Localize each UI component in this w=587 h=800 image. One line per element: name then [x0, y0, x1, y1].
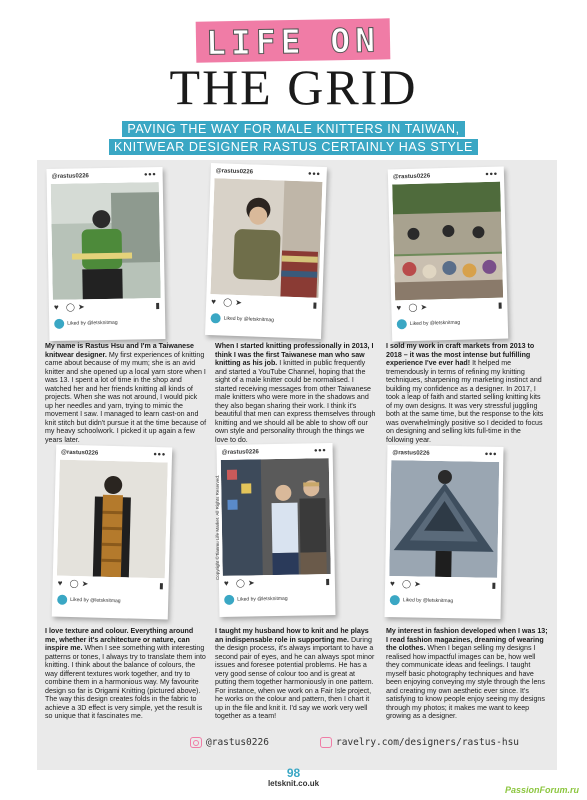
paragraph-5: [215, 627, 377, 721]
heart-icon[interactable]: ♥: [396, 303, 402, 313]
post-actions: [54, 301, 160, 313]
more-options-icon[interactable]: •••: [484, 448, 498, 459]
avatar: [397, 319, 407, 329]
paragraph-lead: I love texture and colour. Everything around me, whether it's architecture or nature, can inspire me.: [45, 627, 194, 652]
paragraph-body: It helped me tremendously in terms of refining my knitting techniques, sharpening my marketing instinct and building my confidence as a designer. In 2017, I took a leap of faith and started selling knitting kits of my own designs. It was very stressful juggling both at the same time, but the response to the kits was overwhelmingly positive so I decided to focus on designing and selling kits full-time in the following year.: [386, 359, 544, 444]
liked-by-text: Liked by @letsknitmag: [67, 319, 118, 327]
kicker-text: LIFE ON: [206, 20, 381, 63]
post-actions: [211, 297, 317, 311]
post-actions: [224, 577, 330, 589]
post-photo-craft-market: [392, 182, 503, 301]
paragraph-4: [45, 627, 207, 721]
paragraph-body: I knitted in public frequently and started a YouTube Channel, hoping that the sight of a male knitter could be normalised. I started receiving messages from other Taiwanese male knitters who were more in the shadows and they also began sharing their work. I think it's beautiful that men can express themselves through knitting and we should all be able to show off our own style and personality through the things we love to do.: [215, 359, 376, 444]
watermark: PassionForum.ru: [504, 785, 579, 795]
paragraph-lead: My name is Rastus Hsu and I'm a Taiwanese knitwear designer.: [45, 342, 194, 359]
instagram-post-1[interactable]: [47, 167, 166, 341]
site-url: letsknit.co.uk: [267, 779, 320, 788]
paragraph-body: During the design process, it's always important to have a second pair of eyes, and he can always spot minor issues and foresee potential problems. He has a very good sense of colour too and is great at putting them together harmoniously in one pattern. For instance, when we work on a Fair Isle project, he works on the colour and pattern, then I chart it up in the file and knit it. I'd say we work very well together as a team!: [215, 635, 375, 720]
heart-icon[interactable]: ♥: [223, 578, 229, 588]
paragraph-lead: My interest in fashion developed when I was 13; I read fashion magazines, dreaming of wearing the clothes.: [386, 627, 548, 652]
kicker-banner: [0, 20, 587, 61]
bookmark-icon[interactable]: ▮: [159, 581, 164, 591]
paragraph-lead: I sold my work in craft markets from 2013 to 2018 – it was the most intense but fulfilling experience I've ever had!: [386, 342, 535, 367]
ravelry-icon: [320, 737, 332, 748]
share-icon[interactable]: ➤: [247, 578, 255, 588]
heart-icon[interactable]: ♥: [390, 579, 395, 589]
post-handle[interactable]: @rastus0226: [215, 168, 254, 176]
more-options-icon[interactable]: •••: [314, 445, 327, 456]
post-handle[interactable]: @rastus0226: [221, 449, 259, 456]
paragraph-2: [215, 342, 377, 444]
liked-by: [390, 595, 454, 606]
liked-by-text: Liked by @letsknitmag: [402, 597, 454, 605]
post-photo-shawl: [389, 460, 499, 578]
bookmark-icon[interactable]: ▮: [491, 580, 497, 590]
standfirst-line-2: KNITWEAR DESIGNER RASTUS CERTAINLY HAS STYLE: [109, 139, 478, 155]
paragraph-body: My first experiences of knitting came about because of my mum; she is an avid knitter and she opened up a local yarn store when I was 13. I spent a lot of time in the shop and watched her and her friends knitting all kinds of projects. When she was not around, I would pick up her needles and yarn, trying to mimic the movement I saw. I managed to learn cast-on and knit stitch but didn't pursue it at the time because of my heavy schoolwork. I picked it up again a few years later.: [45, 350, 207, 444]
post-actions: [390, 579, 496, 591]
share-icon[interactable]: ➤: [81, 579, 89, 589]
liked-by-text: Liked by @letsknitmag: [237, 595, 288, 603]
avatar: [57, 595, 67, 605]
paragraph-1: [45, 342, 207, 444]
bookmark-icon[interactable]: ▮: [325, 577, 330, 587]
paragraph-lead: I taught my husband how to knit and he plays an indispensable role in supporting me.: [215, 627, 369, 644]
post-handle[interactable]: @rastus0226: [51, 173, 89, 180]
liked-by: [210, 313, 274, 325]
avatar: [224, 595, 234, 605]
post-handle[interactable]: @rastus0226: [60, 449, 99, 457]
instagram-post-2[interactable]: [205, 163, 327, 339]
share-icon[interactable]: ➤: [77, 302, 85, 312]
instagram-post-3[interactable]: [388, 167, 508, 342]
bookmark-icon[interactable]: ▮: [497, 300, 503, 310]
post-handle[interactable]: @rastus0226: [392, 450, 430, 457]
instagram-link[interactable]: [190, 737, 269, 748]
page-number: 98: [286, 766, 301, 780]
post-photo-knitting-green-sweater: [51, 182, 161, 300]
instagram-handle: @rastus0226: [206, 737, 269, 748]
liked-by: [54, 318, 118, 329]
standfirst: [0, 120, 587, 156]
post-photo-couple: [221, 458, 331, 576]
ravelry-url: ravelry.com/designers/rastus-hsu: [336, 737, 520, 748]
comment-icon[interactable]: ◯: [402, 579, 412, 589]
post-photo-origami-scarf: [57, 460, 168, 579]
comment-icon[interactable]: ◯: [65, 302, 75, 312]
instagram-post-6[interactable]: [385, 445, 504, 619]
more-options-icon[interactable]: •••: [485, 168, 499, 179]
post-actions: [57, 579, 163, 592]
avatar: [210, 313, 220, 323]
social-footer: [0, 737, 587, 753]
heart-icon[interactable]: ♥: [57, 578, 63, 588]
liked-by: [57, 595, 121, 607]
comment-icon[interactable]: ◯: [408, 302, 418, 313]
instagram-post-4[interactable]: [52, 445, 172, 620]
avatar: [390, 595, 400, 605]
paragraph-3: [386, 342, 548, 444]
avatar: [54, 319, 64, 329]
ravelry-link[interactable]: [320, 737, 519, 748]
paragraph-body: When I began selling my designs I realised how impactful images can be, how well they communicate ideas and feelings. I taught myself basic photography techniques and have been enjoying conveying my style through the lens and creating my own aesthetic ever since. It's satisfying to know people enjoy seeing my designs through my photos; it makes me want to keep growing as a designer.: [386, 644, 545, 720]
comment-icon[interactable]: ◯: [223, 297, 233, 307]
heart-icon[interactable]: ♥: [53, 302, 59, 312]
heart-icon[interactable]: ♥: [211, 297, 217, 307]
kicker-highlight: [196, 18, 391, 62]
post-handle[interactable]: @rastus0226: [392, 173, 431, 181]
comment-icon[interactable]: ◯: [69, 578, 79, 589]
liked-by-text: Liked by @letsknitmag: [70, 596, 121, 605]
more-options-icon[interactable]: •••: [153, 449, 167, 460]
comment-icon[interactable]: ◯: [235, 578, 245, 588]
instagram-icon: [190, 737, 202, 748]
share-icon[interactable]: ➤: [414, 579, 421, 589]
more-options-icon[interactable]: •••: [308, 168, 321, 179]
more-options-icon[interactable]: •••: [144, 169, 157, 180]
share-icon[interactable]: ➤: [235, 297, 243, 308]
liked-by-text: Liked by @letsknitmag: [409, 319, 461, 328]
page-title: THE GRID: [169, 59, 418, 115]
bookmark-icon[interactable]: ▮: [312, 300, 318, 310]
liked-by: [397, 318, 461, 330]
photo-credit: Copyright ©Tianmu Life Market. All Rights Reserved.: [215, 474, 220, 580]
paragraph-6: [386, 627, 548, 721]
liked-by-text: Liked by @letsknitmag: [223, 315, 275, 324]
post-photo-portrait: [210, 178, 322, 298]
post-actions: [396, 301, 502, 314]
share-icon[interactable]: ➤: [420, 302, 428, 312]
bookmark-icon[interactable]: ▮: [155, 301, 160, 311]
paragraph-body: When I see something with interesting patterns or tones, I always try to translate them into knitting. I think about the balance of colours, the way different textures work together, and try to combine them in a harmonious way. My favourite design so far is Origami Knitting (pictured above). The way this design creates folds in the fabric to achieve a 3D effect is very simple, yet the result is so unique that it fascinates me.: [45, 644, 206, 720]
liked-by: [224, 594, 288, 605]
standfirst-line-1: PAVING THE WAY FOR MALE KNITTERS IN TAIWAN,: [122, 121, 464, 137]
instagram-post-5[interactable]: [217, 443, 336, 617]
paragraph-lead: When I started knitting professionally in 2013, I think I was the first Taiwanese man who saw knitting as his job.: [215, 342, 374, 367]
